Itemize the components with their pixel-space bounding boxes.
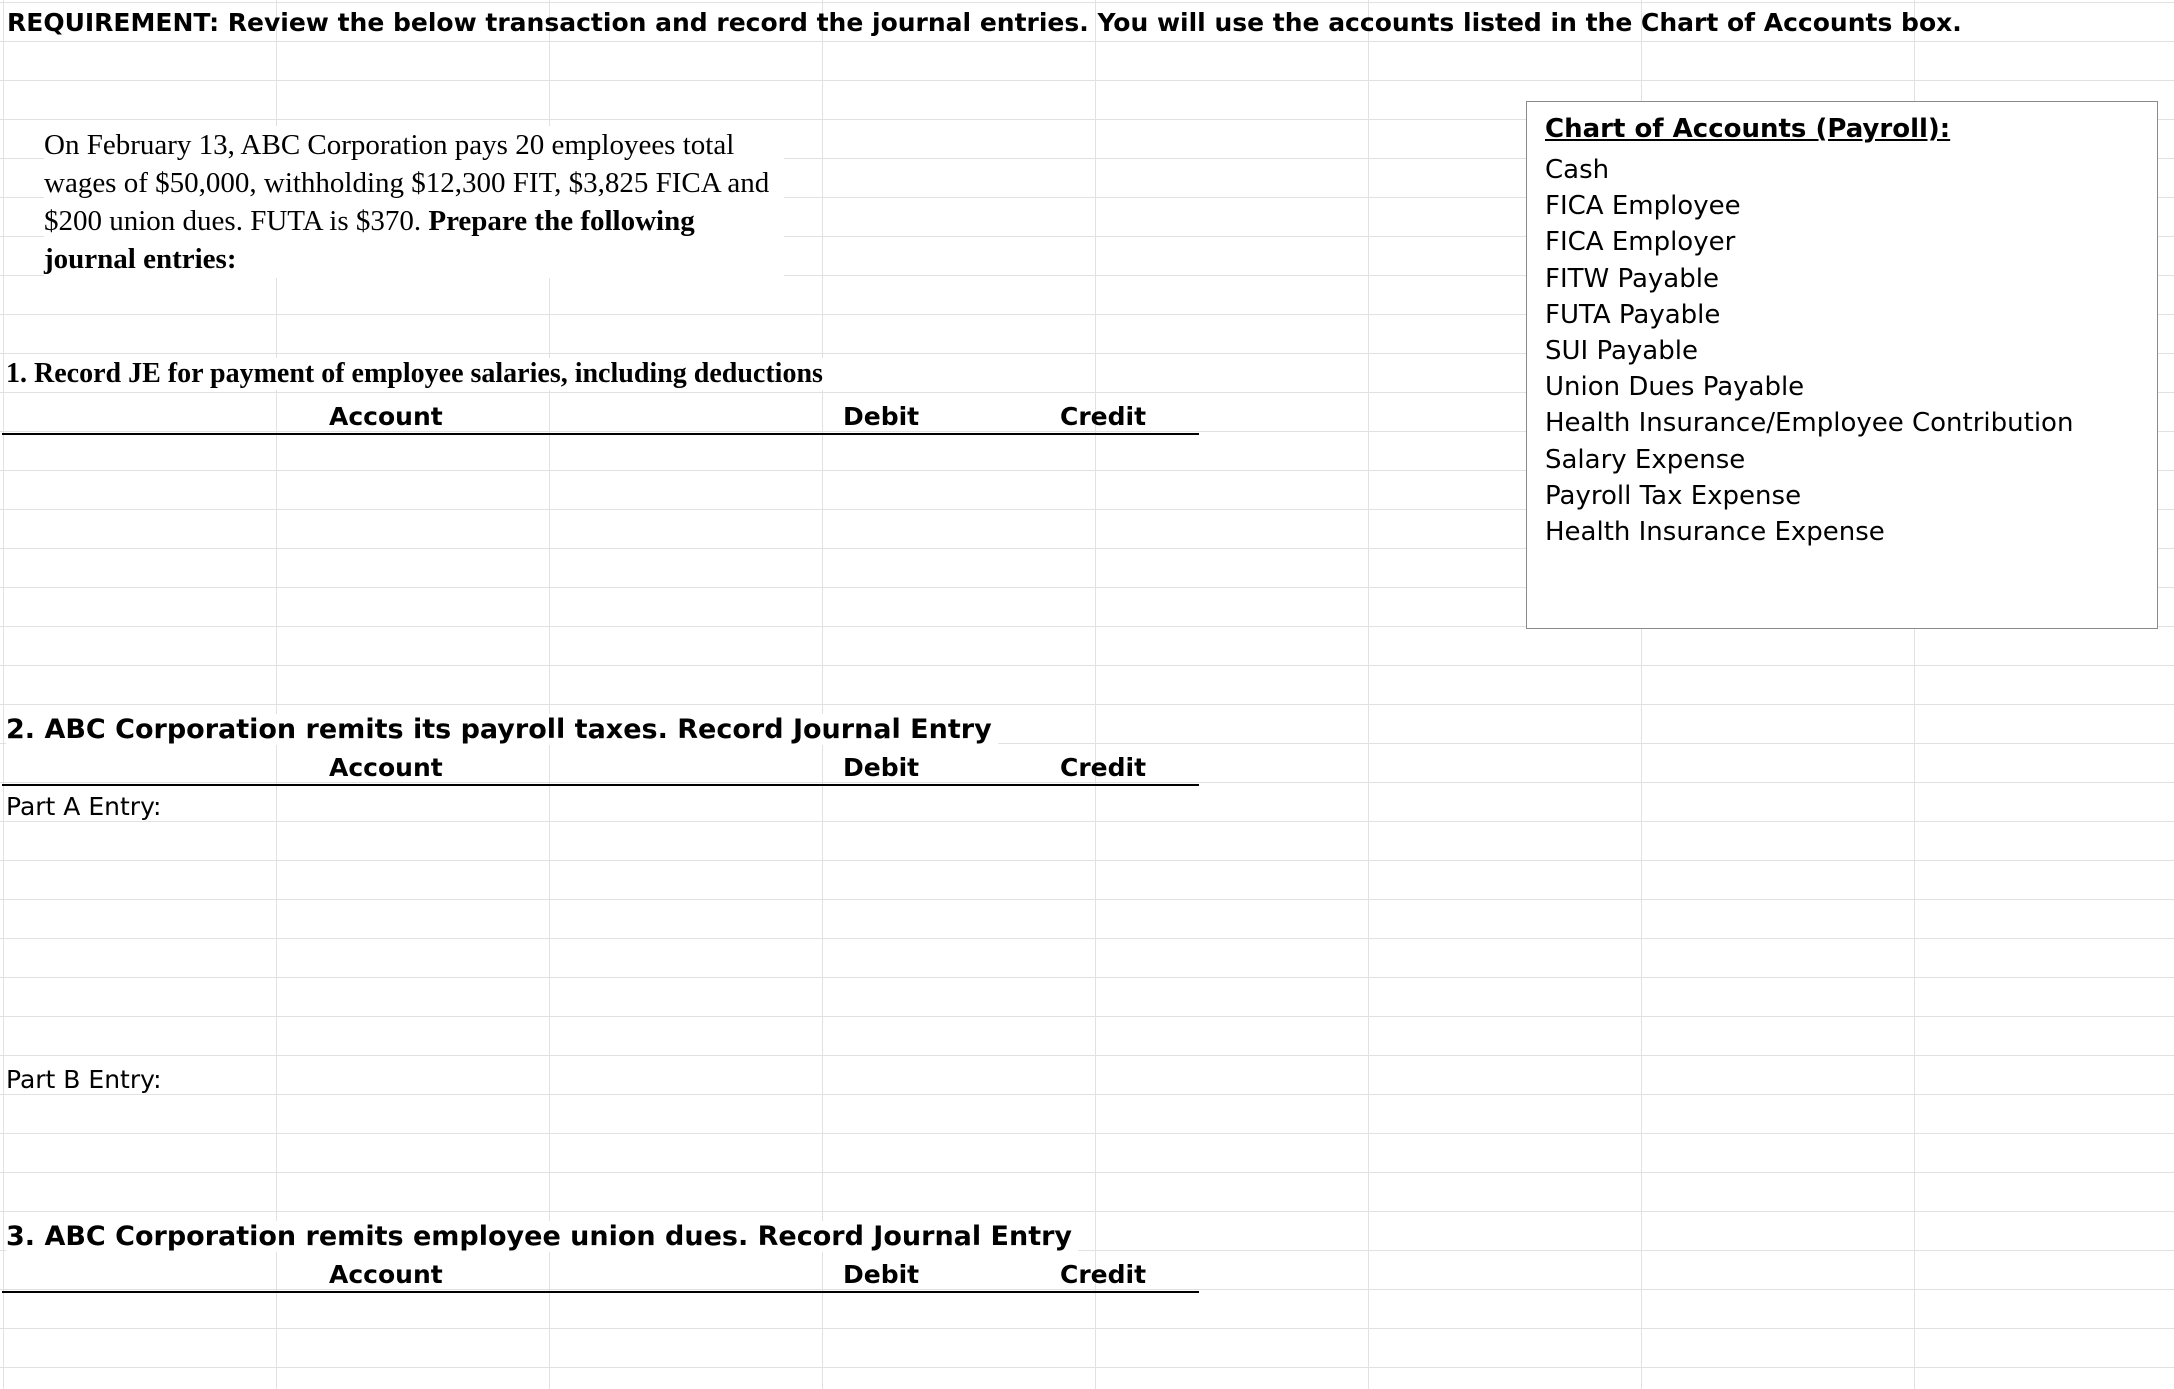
account-item: FUTA Payable	[1545, 299, 1721, 330]
transaction-description	[44, 126, 784, 278]
q1-account-header: Account	[329, 402, 443, 431]
chart-of-accounts-list	[1545, 152, 2073, 550]
q2-debit-header: Debit	[843, 753, 920, 782]
chart-of-accounts-box	[1526, 101, 2158, 629]
account-item: FITW Payable	[1545, 263, 1719, 294]
q3-debit-header: Debit	[843, 1260, 920, 1289]
chart-of-accounts-title: Chart of Accounts (Payroll):	[1545, 114, 1951, 144]
part-b-label: Part B Entry:	[6, 1065, 162, 1094]
account-item: Health Insurance/Employee Contribution	[1545, 408, 2074, 439]
question-3-title: 3. ABC Corporation remits employee union dues. Record Journal Entry	[6, 1221, 1078, 1252]
question-2-title: 2. ABC Corporation remits its payroll taxes. Record Journal Entry	[6, 714, 998, 745]
q2-header-rule	[2, 784, 1199, 786]
question-1-title: 1. Record JE for payment of employee salaries, including deductions	[6, 358, 829, 390]
account-item: FICA Employer	[1545, 227, 1736, 258]
account-item: FICA Employee	[1545, 191, 1741, 222]
requirement-text: REQUIREMENT: Review the below transaction and record the journal entries. You will use the accounts listed in the Chart of Accounts box.	[7, 8, 1962, 37]
account-item: Union Dues Payable	[1545, 372, 1805, 403]
account-item: Salary Expense	[1545, 444, 1746, 475]
q1-debit-header: Debit	[843, 402, 920, 431]
q2-credit-header: Credit	[1060, 753, 1147, 782]
account-item: Health Insurance Expense	[1545, 517, 1885, 548]
q3-account-header: Account	[329, 1260, 443, 1289]
q1-credit-header: Credit	[1060, 402, 1147, 431]
transaction-text: On February 13, ABC Corporation pays 20 employees total wages of $50,000, withholding $12,300 FIT, $3,825 FICA and $200 union dues. FUTA is $370.	[44, 129, 770, 237]
q3-header-rule	[2, 1291, 1199, 1293]
account-item: Cash	[1545, 155, 1610, 185]
transaction-instruction: Prepare the following journal entries:	[44, 205, 695, 275]
account-item: SUI Payable	[1545, 336, 1698, 367]
q1-header-rule	[2, 433, 1199, 435]
part-a-label: Part A Entry:	[6, 792, 162, 821]
account-item: Payroll Tax Expense	[1545, 480, 1802, 511]
q3-credit-header: Credit	[1060, 1260, 1147, 1289]
q2-account-header: Account	[329, 753, 443, 782]
